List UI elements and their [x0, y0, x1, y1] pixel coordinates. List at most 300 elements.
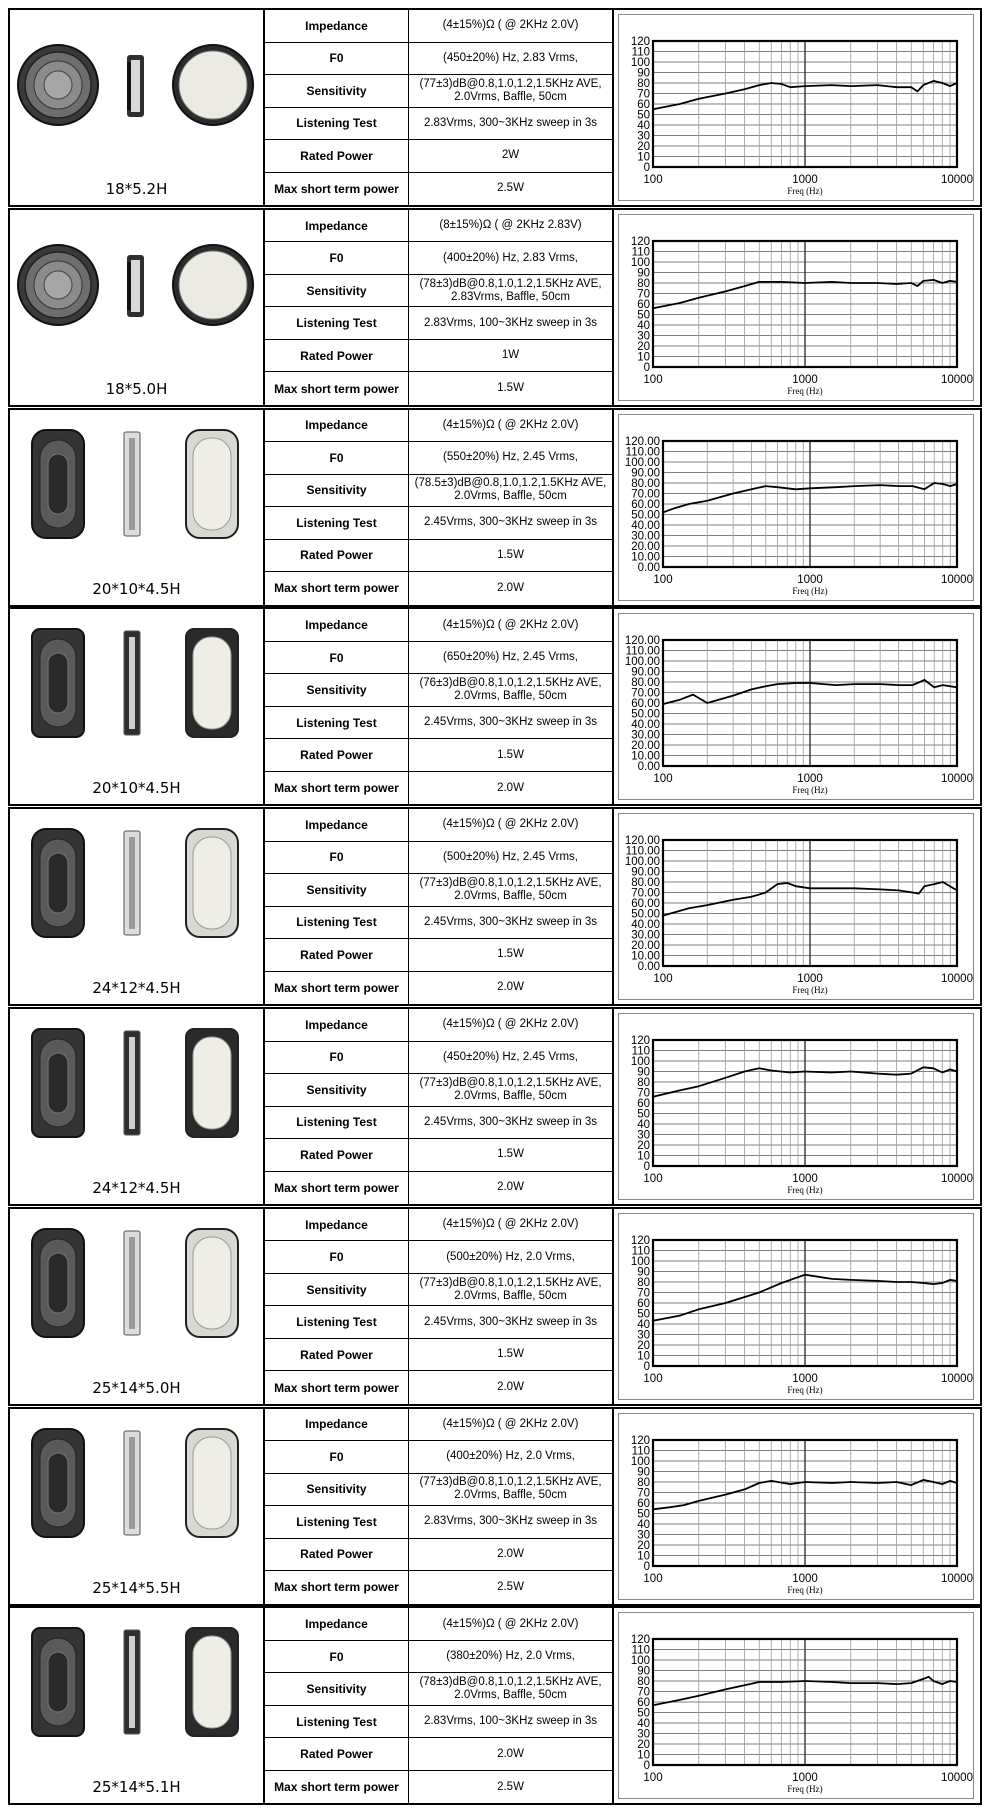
product-image	[10, 1608, 263, 1768]
product-image-cell	[10, 1209, 265, 1404]
x-tick-label: 10000	[941, 573, 973, 586]
chart-grid	[653, 1040, 957, 1166]
x-tick-label: 10000	[941, 1372, 973, 1385]
chart-grid	[653, 1240, 957, 1366]
y-tick-label: 70.00	[631, 488, 660, 501]
spec-value: (450±20%) Hz, 2.83 Vrms,	[443, 51, 578, 64]
x-tick-label: 100	[643, 1372, 663, 1385]
spec-value: (4±15%)Ω ( @ 2KHz 2.0V)	[442, 19, 579, 32]
y-tick-label: 80	[637, 1676, 650, 1689]
y-tick-label: 120	[630, 235, 650, 248]
spec-row	[265, 1371, 612, 1404]
speaker-illustration	[32, 430, 238, 538]
y-tick-label: 20	[637, 1339, 650, 1352]
chart-cell	[614, 10, 980, 205]
y-tick-label: 50	[637, 1108, 650, 1121]
spec-value: 1.5W	[497, 1348, 524, 1361]
spec-value: 2.83Vrms, 300~3KHz sweep in 3s	[423, 1515, 598, 1528]
spec-value: (77±3)dB@0.8,1.0,1.2,1.5KHz AVE, 2.0Vrms, Baffle, 50cm	[419, 876, 602, 902]
spec-table	[265, 1009, 614, 1204]
spec-row	[265, 1339, 612, 1372]
spec-row	[265, 1306, 612, 1339]
spec-value: (4±15%)Ω ( @ 2KHz 2.0V)	[442, 818, 579, 831]
spec-label: Max short term power	[265, 1771, 409, 1804]
y-tick-label: 100	[630, 256, 650, 269]
x-tick-label: 1000	[792, 1173, 818, 1185]
y-tick-label: 60.00	[631, 498, 660, 511]
x-tick-label: 1000	[792, 1772, 818, 1785]
spec-row	[265, 1571, 612, 1604]
spec-table	[265, 1608, 614, 1803]
spec-value: (400±20%) Hz, 2.0 Vrms,	[446, 1450, 575, 1463]
y-tick-label: 70	[637, 288, 650, 301]
y-tick-label: 60	[637, 1297, 650, 1310]
y-tick-label: 100	[630, 1655, 650, 1668]
speaker-dust-cap	[48, 454, 68, 514]
x-axis-label: Freq (Hz)	[787, 1185, 823, 1195]
spec-row	[265, 340, 612, 373]
spec-label: Rated Power	[265, 1738, 409, 1770]
y-tick-label: 120	[630, 1634, 650, 1647]
product-image-cell	[10, 1608, 265, 1803]
spec-row	[265, 507, 612, 540]
x-tick-label: 100	[643, 1173, 663, 1185]
y-tick-label: 90	[637, 1066, 650, 1079]
y-tick-label: 70	[637, 1287, 650, 1300]
spec-value: (4±15%)Ω ( @ 2KHz 2.0V)	[442, 418, 579, 431]
model-label: 18*5.0H	[105, 379, 168, 398]
chart-svg	[619, 1014, 973, 1199]
speaker-back-plate	[193, 637, 231, 729]
product-row	[8, 1606, 982, 1805]
x-axis-label: Freq (Hz)	[787, 186, 823, 196]
frequency-response-chart	[631, 1235, 973, 1395]
spec-value: 1.5W	[497, 748, 524, 761]
y-tick-label: 20	[637, 1539, 650, 1552]
x-tick-label: 10000	[941, 1572, 973, 1585]
spec-table	[265, 1209, 614, 1404]
x-axis-label: Freq (Hz)	[792, 585, 828, 596]
speaker-dust-cap	[44, 271, 72, 299]
y-tick-label: 100	[630, 1455, 650, 1468]
frequency-response-chart	[625, 835, 973, 995]
y-tick-label: 0.00	[637, 561, 660, 574]
spec-row	[265, 1042, 612, 1075]
speaker-side-magnet	[129, 837, 135, 929]
frequency-response-chart	[625, 436, 973, 596]
y-tick-label: 50	[637, 309, 650, 322]
model-label: 20*10*4.5H	[92, 579, 181, 598]
spec-table	[265, 1409, 614, 1604]
spec-label: Impedance	[265, 1209, 409, 1241]
y-tick-label: 70	[637, 1087, 650, 1100]
spec-label: Impedance	[265, 410, 409, 442]
y-tick-label: 50.00	[631, 509, 660, 522]
frequency-response-chart	[631, 1035, 973, 1195]
spec-label: Max short term power	[265, 1172, 409, 1205]
spec-row	[265, 572, 612, 605]
y-tick-label: 40	[637, 1518, 650, 1531]
spec-label: Sensitivity	[265, 275, 409, 307]
chart-cell	[614, 1209, 980, 1404]
spec-row	[265, 540, 612, 573]
spec-label: Rated Power	[265, 540, 409, 572]
y-tick-label: 110	[631, 246, 650, 259]
product-image	[10, 410, 263, 570]
product-image-cell	[10, 1009, 265, 1204]
spec-label: Listening Test	[265, 907, 409, 939]
y-tick-label: 120	[630, 1035, 650, 1047]
spec-label: Max short term power	[265, 173, 409, 206]
spec-row	[265, 475, 612, 508]
y-tick-label: 80	[637, 1077, 650, 1089]
x-tick-label: 100	[653, 973, 673, 986]
spec-value: 2.45Vrms, 300~3KHz sweep in 3s	[423, 1315, 598, 1328]
y-tick-label: 80	[637, 1276, 650, 1289]
chart-frame	[618, 813, 974, 1000]
spec-table	[265, 10, 614, 205]
y-tick-label: 110.00	[625, 645, 660, 658]
spec-value: (4±15%)Ω ( @ 2KHz 2.0V)	[442, 618, 579, 631]
spec-row	[265, 1441, 612, 1474]
spec-sheet	[8, 8, 982, 1806]
product-row	[8, 1207, 982, 1406]
frequency-response-chart	[631, 236, 973, 396]
chart-svg	[619, 15, 973, 200]
speaker-dust-cap	[44, 71, 72, 99]
speaker-back-plate	[193, 1636, 231, 1728]
spec-row	[265, 1641, 612, 1674]
y-tick-label: 10	[637, 1749, 650, 1762]
frequency-response-chart	[625, 635, 973, 795]
spec-label: Impedance	[265, 210, 409, 242]
speaker-illustration	[32, 829, 238, 937]
spec-value: 2.45Vrms, 300~3KHz sweep in 3s	[423, 1115, 598, 1128]
y-tick-label: 0	[643, 1360, 650, 1373]
spec-label: Listening Test	[265, 1107, 409, 1139]
speaker-illustration	[32, 1229, 238, 1337]
y-tick-label: 50.00	[631, 908, 660, 921]
spec-label: F0	[265, 442, 409, 474]
y-tick-label: 110.00	[625, 446, 660, 459]
y-tick-label: 10	[637, 1150, 650, 1163]
y-tick-label: 110	[631, 46, 650, 59]
y-tick-label: 10.00	[631, 551, 660, 564]
y-tick-label: 40.00	[631, 519, 660, 532]
model-label: 20*10*4.5H	[92, 779, 181, 798]
model-label: 25*14*5.0H	[92, 1378, 181, 1397]
spec-value: (78±3)dB@0.8,1.0,1.2,1.5KHz AVE, 2.83Vrms, Baffle, 50cm	[419, 277, 602, 303]
spec-row	[265, 809, 612, 842]
spec-label: Listening Test	[265, 1306, 409, 1338]
spec-row	[265, 1139, 612, 1172]
x-tick-label: 1000	[797, 973, 823, 986]
spec-value: (8±15%)Ω ( @ 2KHz 2.83V)	[439, 219, 582, 232]
spec-row	[265, 1608, 612, 1641]
x-tick-label: 100	[643, 1772, 663, 1785]
y-tick-label: 90.00	[631, 666, 660, 679]
speaker-dust-cap	[48, 1453, 68, 1513]
y-tick-label: 20.00	[631, 940, 660, 953]
chart-frame	[618, 214, 974, 401]
x-tick-label: 100	[643, 373, 663, 386]
chart-cell	[614, 609, 980, 804]
y-tick-label: 30	[637, 330, 650, 343]
chart-grid	[663, 840, 957, 966]
spec-row	[265, 372, 612, 405]
y-tick-label: 90.00	[631, 866, 660, 879]
y-tick-label: 90	[637, 67, 650, 80]
spec-value: (4±15%)Ω ( @ 2KHz 2.0V)	[442, 1417, 579, 1430]
product-image-cell	[10, 410, 265, 605]
y-tick-label: 120	[630, 36, 650, 48]
chart-frame	[618, 613, 974, 800]
spec-label: Listening Test	[265, 307, 409, 339]
x-tick-label: 10000	[941, 973, 973, 986]
spec-label: Sensitivity	[265, 75, 409, 107]
y-tick-label: 100	[630, 57, 650, 69]
spec-value: 2.0W	[497, 1381, 524, 1394]
spec-value: 2.0W	[497, 1181, 524, 1194]
y-tick-label: 10	[637, 351, 650, 364]
spec-label: Rated Power	[265, 340, 409, 372]
chart-grid	[663, 441, 957, 567]
spec-value: (380±20%) Hz, 2.0 Vrms,	[446, 1650, 575, 1663]
chart-svg	[619, 415, 973, 600]
x-tick-label: 100	[653, 773, 673, 786]
spec-value: 2.83Vrms, 300~3KHz sweep in 3s	[423, 116, 598, 129]
speaker-side-magnet	[129, 438, 135, 530]
x-tick-label: 1000	[797, 773, 823, 786]
spec-value: 2.5W	[497, 1780, 524, 1793]
speaker-back-plate	[179, 251, 247, 319]
speaker-dust-cap	[48, 1253, 68, 1313]
spec-label: Impedance	[265, 1009, 409, 1041]
spec-value: 2.83Vrms, 100~3KHz sweep in 3s	[423, 1715, 598, 1728]
spec-row	[265, 1738, 612, 1771]
y-tick-label: 10.00	[631, 750, 660, 763]
spec-row	[265, 772, 612, 805]
x-tick-label: 1000	[792, 174, 818, 186]
spec-row	[265, 972, 612, 1005]
y-tick-label: 30	[637, 1529, 650, 1542]
y-tick-label: 0	[643, 361, 650, 374]
x-tick-label: 1000	[797, 573, 823, 586]
spec-row	[265, 1107, 612, 1140]
product-image-cell	[10, 10, 265, 205]
spec-label: Max short term power	[265, 372, 409, 405]
spec-row	[265, 1673, 612, 1706]
speaker-side-frame	[127, 262, 131, 310]
chart-cell	[614, 809, 980, 1004]
y-tick-label: 40	[637, 1318, 650, 1331]
spec-label: F0	[265, 1042, 409, 1074]
product-row	[8, 208, 982, 407]
spec-label: Max short term power	[265, 772, 409, 805]
y-tick-label: 70.00	[631, 887, 660, 900]
product-image	[10, 1209, 263, 1369]
spec-row	[265, 1506, 612, 1539]
spec-table	[265, 609, 614, 804]
spec-row	[265, 1209, 612, 1242]
spec-value: 2.0W	[497, 981, 524, 994]
spec-value: (650±20%) Hz, 2.45 Vrms,	[443, 651, 578, 664]
speaker-back-plate	[193, 1237, 231, 1329]
spec-label: Rated Power	[265, 939, 409, 971]
model-label: 25*14*5.1H	[92, 1778, 181, 1797]
product-image-cell	[10, 210, 265, 405]
y-tick-label: 80.00	[631, 677, 660, 690]
spec-value: 2.5W	[497, 182, 524, 195]
spec-row	[265, 842, 612, 875]
y-tick-label: 30	[637, 1728, 650, 1741]
product-image	[10, 609, 263, 769]
y-tick-label: 20	[637, 141, 650, 153]
spec-row	[265, 275, 612, 308]
spec-label: Rated Power	[265, 1339, 409, 1371]
y-tick-label: 20.00	[631, 540, 660, 553]
product-image	[10, 10, 263, 170]
y-tick-label: 90	[637, 1665, 650, 1678]
spec-row	[265, 939, 612, 972]
spec-value: (77±3)dB@0.8,1.0,1.2,1.5KHz AVE, 2.0Vrms, Baffle, 50cm	[419, 1276, 602, 1302]
spec-value: (500±20%) Hz, 2.45 Vrms,	[443, 850, 578, 863]
spec-label: Sensitivity	[265, 475, 409, 507]
product-image-cell	[10, 609, 265, 804]
model-label: 24*12*4.5H	[92, 979, 181, 998]
chart-svg	[619, 814, 973, 999]
spec-value: 1.5W	[497, 948, 524, 961]
spec-row	[265, 75, 612, 108]
y-tick-label: 40.00	[631, 719, 660, 732]
spec-value: 2.0W	[497, 1747, 524, 1760]
spec-row	[265, 442, 612, 475]
chart-grid	[653, 241, 957, 367]
spec-label: F0	[265, 642, 409, 674]
y-tick-label: 0.00	[637, 761, 660, 774]
speaker-side-magnet	[129, 1037, 135, 1129]
spec-value: (77±3)dB@0.8,1.0,1.2,1.5KHz AVE, 2.0Vrms, Baffle, 50cm	[419, 1476, 602, 1502]
y-tick-label: 40.00	[631, 919, 660, 932]
spec-label: Sensitivity	[265, 874, 409, 906]
spec-row	[265, 1274, 612, 1307]
spec-label: Sensitivity	[265, 1474, 409, 1506]
chart-frame	[618, 1612, 974, 1799]
spec-row	[265, 307, 612, 340]
x-tick-label: 10000	[941, 1173, 973, 1185]
y-tick-label: 70	[637, 1487, 650, 1500]
spec-label: Impedance	[265, 609, 409, 641]
y-tick-label: 110	[631, 1245, 650, 1258]
y-tick-label: 100.00	[624, 656, 660, 669]
spec-row	[265, 1706, 612, 1739]
y-tick-label: 40	[637, 120, 650, 132]
spec-value: (550±20%) Hz, 2.45 Vrms,	[443, 451, 578, 464]
spec-label: Sensitivity	[265, 1274, 409, 1306]
speaker-dust-cap	[48, 853, 68, 913]
product-row	[8, 8, 982, 207]
product-image	[10, 1009, 263, 1169]
spec-value: (450±20%) Hz, 2.45 Vrms,	[443, 1050, 578, 1063]
y-tick-label: 110	[631, 1045, 650, 1058]
spec-row	[265, 609, 612, 642]
spec-table	[265, 809, 614, 1004]
y-tick-label: 30.00	[631, 929, 660, 942]
spec-row	[265, 173, 612, 206]
spec-label: F0	[265, 43, 409, 75]
y-tick-label: 10	[637, 1350, 650, 1363]
spec-row	[265, 674, 612, 707]
spec-value: 1W	[501, 349, 520, 362]
speaker-back-plate	[179, 51, 247, 119]
spec-row	[265, 1172, 612, 1205]
spec-row	[265, 1474, 612, 1507]
spec-table	[265, 410, 614, 605]
y-tick-label: 80	[637, 1476, 650, 1489]
y-tick-label: 100	[630, 1056, 650, 1068]
spec-row	[265, 242, 612, 275]
spec-label: F0	[265, 242, 409, 274]
frequency-response-chart	[631, 1634, 973, 1794]
chart-cell	[614, 410, 980, 605]
product-image-cell	[10, 809, 265, 1004]
spec-row	[265, 739, 612, 772]
speaker-dust-cap	[48, 1652, 68, 1712]
spec-row	[265, 1771, 612, 1804]
x-axis-label: Freq (Hz)	[787, 1784, 823, 1795]
spec-label: Listening Test	[265, 707, 409, 739]
spec-value: (4±15%)Ω ( @ 2KHz 2.0V)	[442, 1218, 579, 1231]
spec-row	[265, 874, 612, 907]
y-tick-label: 90.00	[631, 467, 660, 480]
y-tick-label: 60	[637, 298, 650, 311]
x-tick-label: 10000	[941, 1772, 973, 1785]
y-tick-label: 120.00	[624, 635, 660, 648]
spec-value: 2.45Vrms, 300~3KHz sweep in 3s	[423, 915, 598, 928]
y-tick-label: 40	[637, 319, 650, 332]
spec-label: Impedance	[265, 10, 409, 42]
spec-label: Impedance	[265, 1608, 409, 1640]
speaker-illustration	[32, 1628, 238, 1736]
spec-label: Rated Power	[265, 140, 409, 172]
product-row	[8, 807, 982, 1006]
product-row	[8, 1407, 982, 1606]
y-tick-label: 90	[637, 1466, 650, 1479]
spec-value: (500±20%) Hz, 2.0 Vrms,	[446, 1250, 575, 1263]
spec-row	[265, 642, 612, 675]
y-tick-label: 70	[637, 1686, 650, 1699]
speaker-back-plate	[193, 1437, 231, 1529]
product-image	[10, 809, 263, 969]
y-tick-label: 50	[637, 109, 650, 122]
spec-row	[265, 43, 612, 76]
y-tick-label: 100	[630, 1255, 650, 1268]
x-tick-label: 100	[643, 174, 663, 186]
spec-label: Max short term power	[265, 1571, 409, 1604]
chart-grid	[653, 1639, 957, 1765]
y-tick-label: 40	[637, 1119, 650, 1131]
spec-value: 2.0W	[497, 1547, 524, 1560]
y-tick-label: 100.00	[624, 456, 660, 469]
y-tick-label: 110	[631, 1445, 650, 1458]
y-tick-label: 120	[630, 1434, 650, 1447]
speaker-side-frame	[127, 62, 131, 110]
speaker-dust-cap	[48, 653, 68, 713]
x-tick-label: 10000	[941, 373, 973, 386]
spec-value: 2.0W	[497, 781, 524, 794]
y-tick-label: 30.00	[631, 530, 660, 543]
y-tick-label: 40	[637, 1718, 650, 1731]
